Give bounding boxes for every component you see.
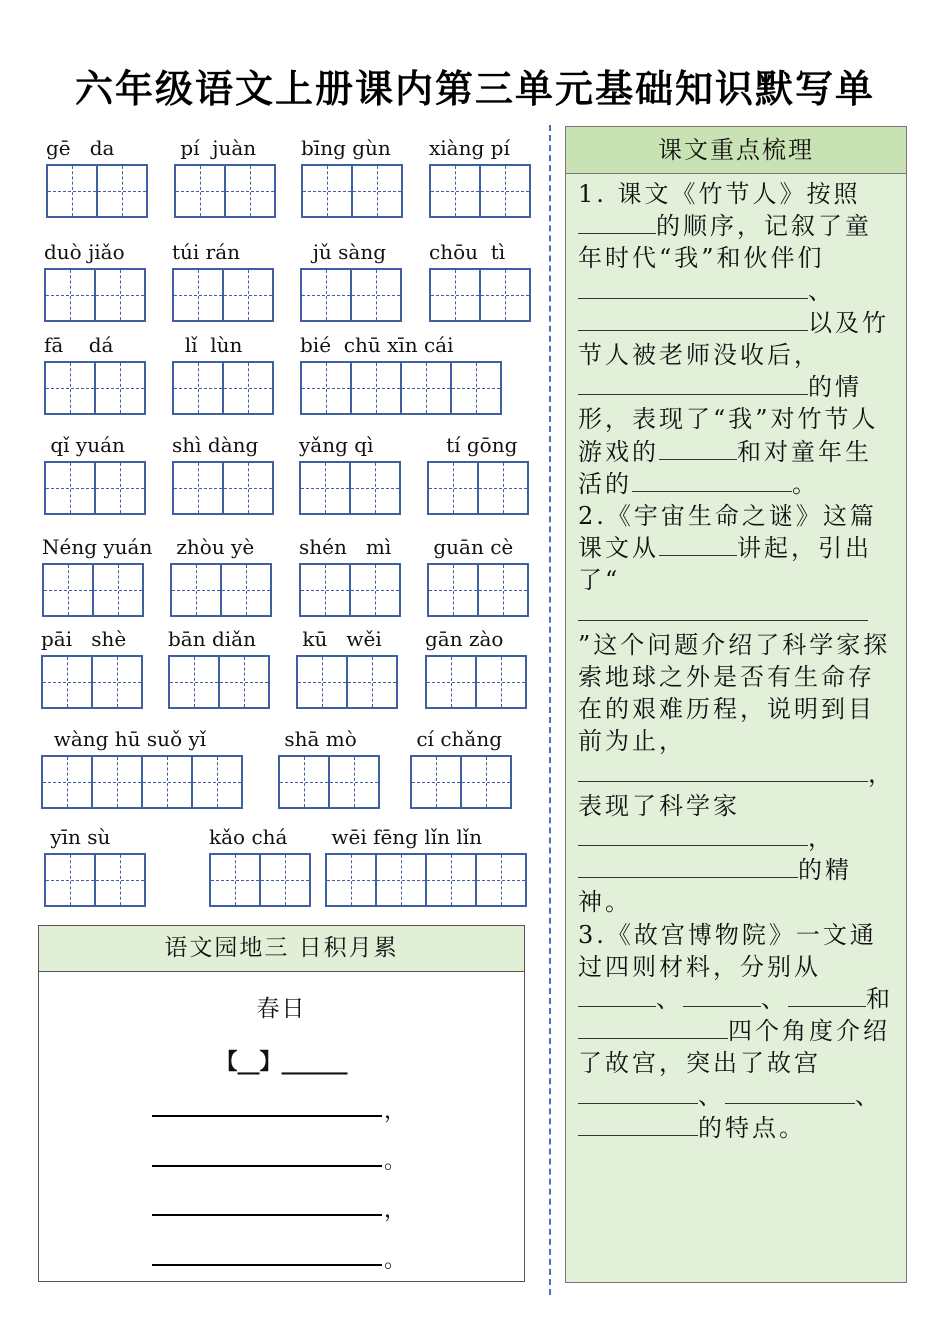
page-title: 六年级语文上册课内第三单元基础知识默写单 xyxy=(74,67,875,111)
writing-cell[interactable] xyxy=(325,853,377,907)
pinyin-group xyxy=(427,433,529,515)
pinyin-group xyxy=(299,535,401,617)
writing-cell[interactable] xyxy=(475,655,527,709)
fill-in-blank[interactable] xyxy=(659,533,737,556)
writing-cell[interactable] xyxy=(172,361,224,415)
key-point-text: 、 xyxy=(698,1081,725,1110)
writing-cell[interactable] xyxy=(300,361,352,415)
writing-cell[interactable] xyxy=(350,361,402,415)
fill-in-blank[interactable] xyxy=(659,437,737,460)
fill-in-blank[interactable] xyxy=(632,469,792,492)
pinyin-label: pí juàn xyxy=(174,136,257,160)
writing-cell[interactable] xyxy=(425,655,477,709)
writing-cell[interactable] xyxy=(44,361,96,415)
pinyin-group xyxy=(174,136,276,218)
writing-cell[interactable] xyxy=(222,268,274,322)
poem-punct-4: 。 xyxy=(384,1248,407,1273)
pinyin-group xyxy=(209,825,311,907)
fill-in-blank[interactable] xyxy=(578,1113,698,1136)
fill-in-blank[interactable] xyxy=(725,1081,855,1104)
fill-in-blank[interactable] xyxy=(578,276,808,299)
writing-cell[interactable] xyxy=(479,268,531,322)
pinyin-group xyxy=(172,333,274,415)
pinyin-label: jǔ sàng xyxy=(300,240,387,264)
tianzige-boxes xyxy=(46,164,148,218)
writing-cell[interactable] xyxy=(301,164,353,218)
pinyin-group xyxy=(44,825,146,907)
pinyin-label: gē da xyxy=(46,136,115,160)
writing-cell[interactable] xyxy=(479,164,531,218)
writing-cell[interactable] xyxy=(91,655,143,709)
daily-accumulation-box xyxy=(38,925,525,1282)
key-point-text: 3.《故宫博物院》一文通过四则材料，分别从 xyxy=(578,920,877,981)
writing-cell[interactable] xyxy=(44,461,96,515)
tianzige-boxes xyxy=(296,655,398,709)
key-point-text: 、 xyxy=(656,985,683,1014)
fill-in-blank[interactable] xyxy=(788,984,866,1007)
key-point-text: 的情形，表现了“我”对竹节人游戏的 xyxy=(578,373,879,466)
pinyin-label: xiàng pí xyxy=(429,136,510,160)
writing-cell[interactable] xyxy=(351,164,403,218)
poem-line-1[interactable] xyxy=(152,1115,382,1117)
writing-cell[interactable] xyxy=(94,461,146,515)
writing-cell[interactable] xyxy=(296,655,348,709)
poem-punct-1: ， xyxy=(384,1099,407,1124)
key-point-3 xyxy=(578,919,896,1144)
tianzige-boxes xyxy=(44,461,146,515)
pinyin-group xyxy=(42,535,152,617)
tianzige-boxes xyxy=(300,361,502,415)
pinyin-group xyxy=(301,136,403,218)
key-point-text: 和 xyxy=(866,985,893,1014)
tianzige-boxes xyxy=(278,755,380,809)
writing-cell[interactable] xyxy=(450,361,502,415)
writing-cell[interactable] xyxy=(94,853,146,907)
tianzige-boxes xyxy=(299,563,401,617)
pinyin-label: gān zào xyxy=(425,627,504,651)
pinyin-label: fā dá xyxy=(44,333,114,357)
pinyin-label: zhòu yè xyxy=(170,535,255,559)
writing-cell[interactable] xyxy=(91,755,143,809)
pinyin-label: bīng gùn xyxy=(301,136,391,160)
writing-cell[interactable] xyxy=(259,853,311,907)
lesson-key-points-panel xyxy=(565,126,907,1283)
garden-header: 语文园地三 日积月累 xyxy=(39,926,524,972)
pinyin-group xyxy=(300,240,402,322)
poem-line-2[interactable] xyxy=(152,1165,382,1167)
pinyin-label: kū wěi xyxy=(296,627,382,651)
key-point-text: 。 xyxy=(792,469,819,498)
pinyin-label: bié chū xīn cái xyxy=(300,333,454,357)
pinyin-label: bān diǎn xyxy=(168,627,256,651)
pinyin-label: shì dàng xyxy=(172,433,259,457)
pinyin-group xyxy=(172,240,274,322)
writing-cell[interactable] xyxy=(410,755,462,809)
poem-punct-3: ， xyxy=(384,1198,407,1223)
writing-cell[interactable] xyxy=(427,461,479,515)
writing-cell[interactable] xyxy=(460,755,512,809)
writing-cell[interactable] xyxy=(168,655,220,709)
writing-cell[interactable] xyxy=(41,655,93,709)
tianzige-boxes xyxy=(42,563,152,617)
writing-cell[interactable] xyxy=(170,563,222,617)
writing-cell[interactable] xyxy=(349,563,401,617)
key-point-2 xyxy=(578,500,896,919)
tianzige-boxes xyxy=(425,655,527,709)
pinyin-label: yīn sù xyxy=(44,825,111,849)
tianzige-boxes xyxy=(174,164,276,218)
pinyin-label: yǎng qì xyxy=(299,433,374,457)
writing-cell[interactable] xyxy=(41,755,93,809)
pinyin-group xyxy=(172,433,274,515)
writing-cell[interactable] xyxy=(224,164,276,218)
writing-cell[interactable] xyxy=(222,361,274,415)
tianzige-boxes xyxy=(44,361,146,415)
writing-cell[interactable] xyxy=(429,164,481,218)
tianzige-boxes xyxy=(44,268,146,322)
key-point-text: 讲起，引出了“ xyxy=(578,534,872,595)
pinyin-group xyxy=(46,136,148,218)
tianzige-boxes xyxy=(172,461,274,515)
writing-cell[interactable] xyxy=(92,563,144,617)
tianzige-boxes xyxy=(429,268,531,322)
writing-cell[interactable] xyxy=(375,853,427,907)
key-point-text: 四个角度介绍了故宫，突出了故宫 xyxy=(578,1017,890,1078)
key-point-1 xyxy=(578,178,896,500)
writing-cell[interactable] xyxy=(209,853,261,907)
pinyin-group xyxy=(429,136,531,218)
pinyin-label: guān cè xyxy=(427,535,514,559)
writing-cell[interactable] xyxy=(141,755,193,809)
fill-in-blank[interactable] xyxy=(578,211,656,234)
writing-cell[interactable] xyxy=(299,461,351,515)
writing-cell[interactable] xyxy=(191,755,243,809)
tianzige-boxes xyxy=(427,461,529,515)
tianzige-boxes xyxy=(300,268,402,322)
tianzige-boxes xyxy=(41,755,243,809)
writing-cell[interactable] xyxy=(96,164,148,218)
fill-in-blank[interactable] xyxy=(578,823,808,846)
pinyin-group xyxy=(44,433,146,515)
pinyin-label: chōu tì xyxy=(429,240,506,264)
key-point-text: 、 xyxy=(855,1081,882,1110)
writing-cell[interactable] xyxy=(218,655,270,709)
poem-punct-2: 。 xyxy=(384,1149,407,1174)
poem-line-3[interactable] xyxy=(152,1214,382,1216)
tianzige-boxes xyxy=(299,461,401,515)
writing-cell[interactable] xyxy=(429,268,481,322)
pinyin-group xyxy=(325,825,527,907)
writing-cell[interactable] xyxy=(172,268,224,322)
pinyin-label: shén mì xyxy=(299,535,392,559)
pinyin-group xyxy=(299,433,401,515)
poem-title: 春日 xyxy=(256,996,307,1022)
key-point-text: 1. 课文《竹节人》按照 xyxy=(578,180,861,208)
fill-in-blank[interactable] xyxy=(578,372,808,395)
pinyin-group xyxy=(168,627,270,709)
fill-in-blank[interactable] xyxy=(578,1081,698,1104)
writing-cell[interactable] xyxy=(278,755,330,809)
pinyin-label: lǐ lùn xyxy=(172,333,243,357)
tianzige-boxes xyxy=(325,853,527,907)
writing-cell[interactable] xyxy=(220,563,272,617)
writing-cell[interactable] xyxy=(425,853,477,907)
tianzige-boxes xyxy=(172,268,274,322)
tianzige-boxes xyxy=(427,563,529,617)
writing-cell[interactable] xyxy=(427,563,479,617)
poem-author-blank[interactable]: 【__】______ xyxy=(215,1049,348,1075)
writing-cell[interactable] xyxy=(300,268,352,322)
pinyin-label: pāi shè xyxy=(41,627,127,651)
writing-cell[interactable] xyxy=(172,461,224,515)
pinyin-label: shā mò xyxy=(278,727,357,751)
writing-cell[interactable] xyxy=(44,268,96,322)
pinyin-group xyxy=(425,627,527,709)
pinyin-group xyxy=(429,240,531,322)
writing-cell[interactable] xyxy=(222,461,274,515)
tianzige-boxes xyxy=(410,755,512,809)
writing-cell[interactable] xyxy=(400,361,452,415)
tianzige-boxes xyxy=(41,655,143,709)
fill-in-blank[interactable] xyxy=(578,984,656,1007)
pinyin-label: qǐ yuán xyxy=(44,433,125,457)
key-point-text: 以及竹节人被老师没收后， xyxy=(578,308,889,370)
writing-cell[interactable] xyxy=(42,563,94,617)
key-point-text: 的顺序，记叙了童年时代“我”和伙伴们 xyxy=(578,212,872,273)
pinyin-group xyxy=(41,727,243,809)
fill-in-blank[interactable] xyxy=(578,598,868,621)
pinyin-label: túi rán xyxy=(172,240,241,264)
writing-cell[interactable] xyxy=(475,853,527,907)
pinyin-group xyxy=(44,333,146,415)
pinyin-group xyxy=(427,535,529,617)
tianzige-boxes xyxy=(209,853,311,907)
writing-cell[interactable] xyxy=(350,268,402,322)
tianzige-boxes xyxy=(429,164,531,218)
pinyin-label: wàng hū suǒ yǐ xyxy=(41,727,207,751)
poem-line-4[interactable] xyxy=(152,1264,382,1266)
tianzige-boxes xyxy=(170,563,272,617)
pinyin-group xyxy=(410,727,512,809)
pinyin-label: cí chǎng xyxy=(410,727,503,751)
pinyin-group xyxy=(296,627,398,709)
tianzige-boxes xyxy=(44,853,146,907)
writing-cell[interactable] xyxy=(299,563,351,617)
fill-in-blank[interactable] xyxy=(578,1016,728,1039)
writing-cell[interactable] xyxy=(477,461,529,515)
pinyin-label: wēi fēng lǐn lǐn xyxy=(325,825,483,849)
key-point-text: ， xyxy=(808,824,835,853)
pinyin-group xyxy=(300,333,502,415)
pinyin-label: tí gōng xyxy=(427,433,518,457)
notes-body xyxy=(566,174,906,1144)
writing-cell[interactable] xyxy=(328,755,380,809)
writing-cell[interactable] xyxy=(346,655,398,709)
key-point-text: 的特点。 xyxy=(698,1113,806,1142)
pinyin-group xyxy=(170,535,272,617)
fill-in-blank[interactable] xyxy=(578,855,798,878)
fill-in-blank[interactable] xyxy=(683,984,761,1007)
key-point-text: ，表现了科学家 xyxy=(578,759,895,820)
fill-in-blank[interactable] xyxy=(578,308,808,331)
column-divider xyxy=(549,125,551,1295)
pinyin-label: duò jiǎo xyxy=(44,240,125,264)
fill-in-blank[interactable] xyxy=(578,759,868,782)
writing-cell[interactable] xyxy=(94,361,146,415)
writing-cell[interactable] xyxy=(477,563,529,617)
writing-cell[interactable] xyxy=(46,164,98,218)
key-point-text: ”这个问题介绍了科学家探索地球之外是否有生命存在的艰难历程，说明到目前为止， xyxy=(578,630,891,756)
tianzige-boxes xyxy=(172,361,274,415)
writing-cell[interactable] xyxy=(44,853,96,907)
key-point-text: 、 xyxy=(761,985,788,1014)
pinyin-label: kǎo chá xyxy=(209,825,288,849)
notes-header: 课文重点梳理 xyxy=(566,127,906,174)
pinyin-group xyxy=(278,727,380,809)
tianzige-boxes xyxy=(301,164,403,218)
writing-cell[interactable] xyxy=(94,268,146,322)
pinyin-group xyxy=(41,627,143,709)
pinyin-label: Néng yuán xyxy=(42,535,153,559)
writing-cell[interactable] xyxy=(349,461,401,515)
key-point-text: 的精神。 xyxy=(578,856,852,917)
key-point-text: 2.《宇宙生命之谜》这篇课文从 xyxy=(578,502,877,563)
key-point-text: 和对童年生活的 xyxy=(578,437,872,498)
tianzige-boxes xyxy=(168,655,270,709)
writing-cell[interactable] xyxy=(174,164,226,218)
pinyin-group xyxy=(44,240,146,322)
key-point-text: 、 xyxy=(808,276,835,305)
